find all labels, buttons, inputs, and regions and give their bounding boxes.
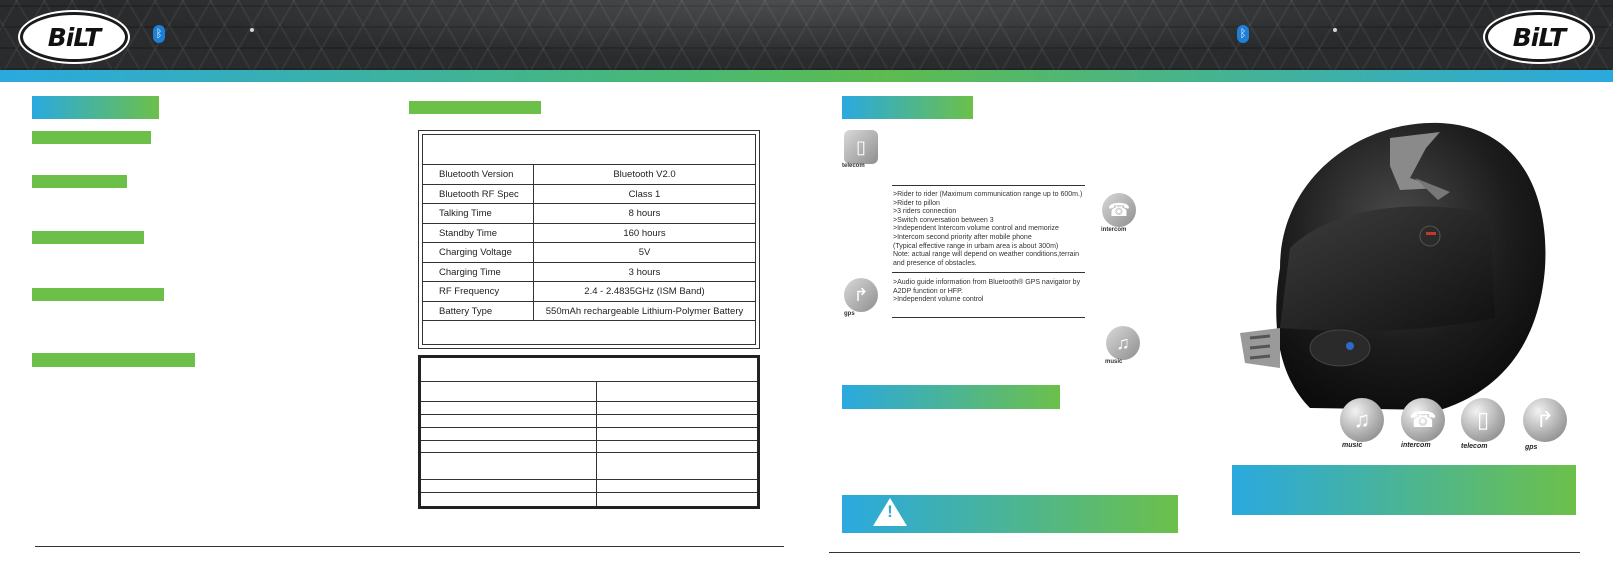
- spec-table-header: [423, 135, 755, 165]
- feature-line: and presence of obstacles.: [893, 259, 977, 267]
- table-divider: [596, 382, 597, 506]
- bilt-logo-right: [1485, 12, 1593, 62]
- feature-line: >Switch conversation between 3: [893, 216, 994, 224]
- feature-line: Note: actual range will depend on weather conditions,terrain: [893, 251, 1080, 259]
- section-heading-bar: [842, 385, 1060, 409]
- telecom-caption: telecom: [842, 163, 865, 169]
- intercom-icon: ☎: [1401, 398, 1445, 442]
- table-row: [423, 243, 755, 263]
- table-rule: [421, 492, 757, 493]
- spec-value: Class 1: [628, 188, 661, 200]
- spec-label: Charging Time: [423, 263, 534, 282]
- telecom-caption: telecom: [1461, 443, 1488, 450]
- spec-heading-bar: [409, 101, 541, 114]
- intercom-description: [893, 191, 1082, 268]
- sparkle-icon: [250, 28, 254, 32]
- table-row: [423, 263, 755, 283]
- spec-value: 160 hours: [623, 227, 666, 239]
- subheading-bar: [32, 175, 127, 188]
- telecom-icon: ▯: [844, 130, 878, 164]
- intercom-caption: intercom: [1101, 227, 1127, 233]
- intercom-caption: intercom: [1401, 442, 1431, 449]
- spec-value: 550mAh rechargeable Lithium-Polymer Battery: [545, 305, 744, 317]
- music-icon: ♫: [1106, 326, 1140, 360]
- table-row: [423, 165, 755, 185]
- subheading-bar: [32, 231, 144, 244]
- table-row: [423, 204, 755, 224]
- spec-label: RF Frequency: [423, 282, 534, 301]
- subheading-bar: [32, 131, 151, 144]
- spec-value: 8 hours: [628, 208, 661, 219]
- feature-rule: [892, 272, 1085, 273]
- music-icon: ♫: [1340, 398, 1384, 442]
- spec-label: Battery Type: [423, 302, 534, 321]
- feature-line: A2DP function or HFP.: [893, 287, 963, 295]
- gps-icon: ↱: [1523, 398, 1567, 442]
- table-rule: [421, 452, 757, 453]
- spec-label: Bluetooth RF Spec: [423, 185, 534, 204]
- warning-exclamation: !: [887, 502, 893, 521]
- spec-table: [418, 130, 760, 349]
- telecom-icon: ▯: [1461, 398, 1505, 442]
- feature-line: >3 riders connection: [893, 208, 957, 216]
- subheading-bar: [32, 288, 164, 301]
- feature-line: >Audio guide information from Bluetooth® GPS navigator by: [893, 279, 1081, 286]
- feature-line: >Independent volume control: [893, 296, 984, 304]
- table-rule: [421, 414, 757, 415]
- bluetooth-icon: ᛒ: [153, 25, 165, 43]
- feature-line: >Independent Intercom volume control and memorize: [893, 225, 1059, 233]
- subheading-bar: [32, 353, 195, 367]
- gps-caption: gps: [1525, 444, 1538, 451]
- table-rule: [421, 479, 757, 480]
- spec-value: Bluetooth V2.0: [613, 169, 676, 180]
- bluetooth-icon: ᛒ: [1237, 25, 1249, 43]
- logo-text: BiLT: [47, 22, 101, 52]
- feature-line: >Intercom second priority after mobile phone: [893, 233, 1032, 241]
- feature-rule: [892, 317, 1085, 318]
- section-heading-bar: [32, 96, 159, 119]
- table-rule: [421, 427, 757, 428]
- table-row: [423, 282, 755, 302]
- spec-label: Charging Voltage: [423, 243, 534, 262]
- table-rule: [421, 440, 757, 441]
- gps-caption: gps: [844, 311, 855, 317]
- intercom-icon: ☎: [1102, 193, 1136, 227]
- feature-rule: [892, 185, 1085, 186]
- header-banner: [0, 0, 1613, 70]
- page-rule: [829, 552, 1580, 553]
- logo-text: BiLT: [1512, 22, 1566, 52]
- table-rule: [421, 401, 757, 402]
- music-caption: music: [1342, 442, 1363, 449]
- feature-line: >Rider to rider (Maximum communication range up to 600m.): [893, 191, 1083, 198]
- features-heading-bar: [842, 96, 973, 119]
- spec-label: Talking Time: [423, 204, 534, 223]
- bilt-logo-left: [20, 12, 128, 62]
- spec-value: 2.4 - 2.4835GHz (ISM Band): [584, 286, 705, 297]
- table-row: [423, 302, 755, 322]
- feature-line: (Typical effective range in urbam area is about 300m): [893, 242, 1059, 250]
- spec-value: 3 hours: [628, 266, 661, 278]
- header-stripe: [0, 70, 1613, 82]
- product-banner: [1232, 465, 1576, 515]
- spec-label: Standby Time: [423, 224, 534, 243]
- package-table: [418, 355, 760, 509]
- spec-label: Bluetooth Version: [423, 165, 534, 184]
- gps-description: [893, 279, 1080, 305]
- gps-icon: ↱: [844, 278, 878, 312]
- spec-value: 5V: [638, 247, 651, 258]
- table-rule: [421, 381, 757, 382]
- helmet-illustration: [1240, 118, 1550, 418]
- table-row: [423, 224, 755, 244]
- page-rule: [35, 546, 784, 547]
- music-caption: music: [1105, 359, 1123, 365]
- table-row: [423, 185, 755, 205]
- feature-line: >Rider to pillon: [893, 199, 940, 207]
- sparkle-icon: [1333, 28, 1337, 32]
